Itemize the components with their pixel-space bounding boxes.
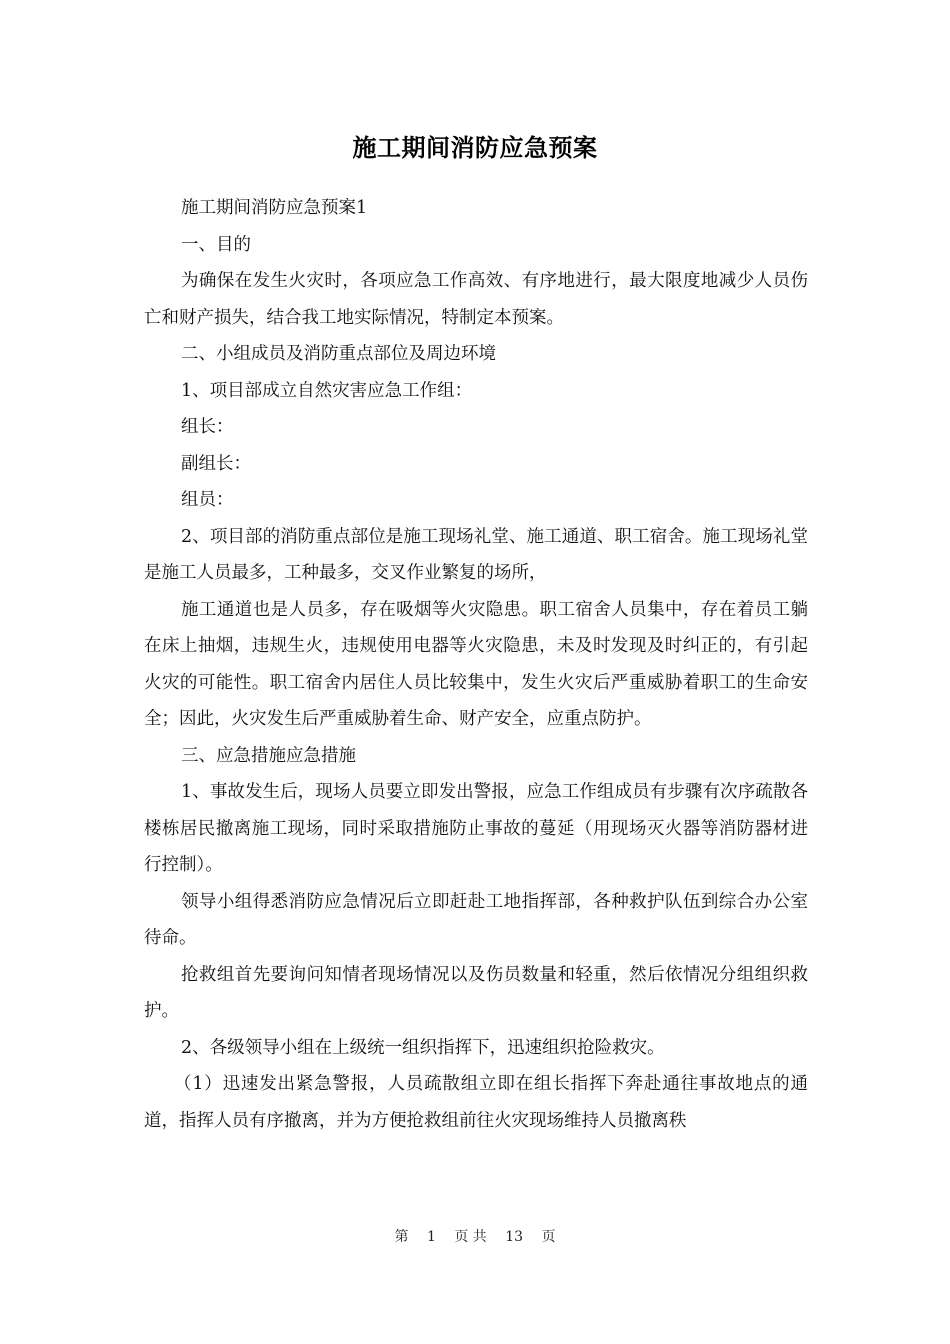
footer-label-page: 第 xyxy=(394,1229,409,1245)
footer-current-page: 1 xyxy=(426,1229,436,1245)
page-footer xyxy=(0,1226,950,1248)
paragraph: 2、各级领导小组在上级统一组织指挥下，迅速组织抢险救灾。 xyxy=(181,1037,665,1058)
paragraph: 为确保在发生火灾时，各项应急工作高效、有序地进行，最大限度地减少人员伤亡和财产损失，结合我工地实际情况，特制定本预案。 xyxy=(144,271,808,328)
paragraph: （1）迅速发出紧急警报，人员疏散组立即在组长指挥下奔赴通往事故地点的通道，指挥人员有序撤离，并为方便抢救组前往火灾现场维持人员撤离秩 xyxy=(144,1074,808,1131)
paragraph: 2、项目部的消防重点部位是施工现场礼堂、施工通道、职工宿舍。施工现场礼堂是施工人员最多，工种最多，交叉作业繁复的场所， xyxy=(144,526,808,583)
paragraph: 施工通道也是人员多，存在吸烟等火灾隐患。职工宿舍人员集中，存在着员工躺在床上抽烟，违规生火，违规使用电器等火灾隐患，未及时发现及时纠正的，有引起火灾的可能性。职工宿舍内居住人员比较集中，发生火灾后严重威胁着职工的生命安全；因此，火灾发生后严重威胁着生命、财产安全，应重点防护。 xyxy=(144,599,808,729)
paragraph: 1、项目部成立自然灾害应急工作组： xyxy=(181,380,473,401)
document-title: 施工期间消防应急预案 xyxy=(352,134,598,162)
paragraph: 组长： xyxy=(181,417,234,437)
section-heading: 二、小组成员及消防重点部位及周边环境 xyxy=(181,344,496,364)
paragraph: 副组长： xyxy=(181,453,251,474)
document-body xyxy=(144,190,808,1139)
paragraph: 抢救组首先要询问知情者现场情况以及伤员数量和轻重，然后依情况分组组织救护。 xyxy=(144,964,808,1021)
footer-label-end: 页 xyxy=(541,1229,556,1245)
paragraph: 施工期间消防应急预案1 xyxy=(181,198,368,218)
section-heading: 一、目的 xyxy=(181,234,251,255)
footer-label-of: 页 共 xyxy=(454,1229,487,1245)
paragraph: 组员： xyxy=(181,490,234,510)
footer-total-pages: 13 xyxy=(505,1229,524,1245)
paragraph: 领导小组得悉消防应急情况后立即赶赴工地指挥部，各种救护队伍到综合办公室待命。 xyxy=(144,891,808,948)
section-heading: 三、应急措施应急措施 xyxy=(181,745,356,766)
paragraph: 1、事故发生后，现场人员要立即发出警报，应急工作组成员有步骤有次序疏散各楼栋居民撤离施工现场，同时采取措施防止事故的蔓延（用现场灭火器等消防器材进行控制）。 xyxy=(144,782,808,875)
